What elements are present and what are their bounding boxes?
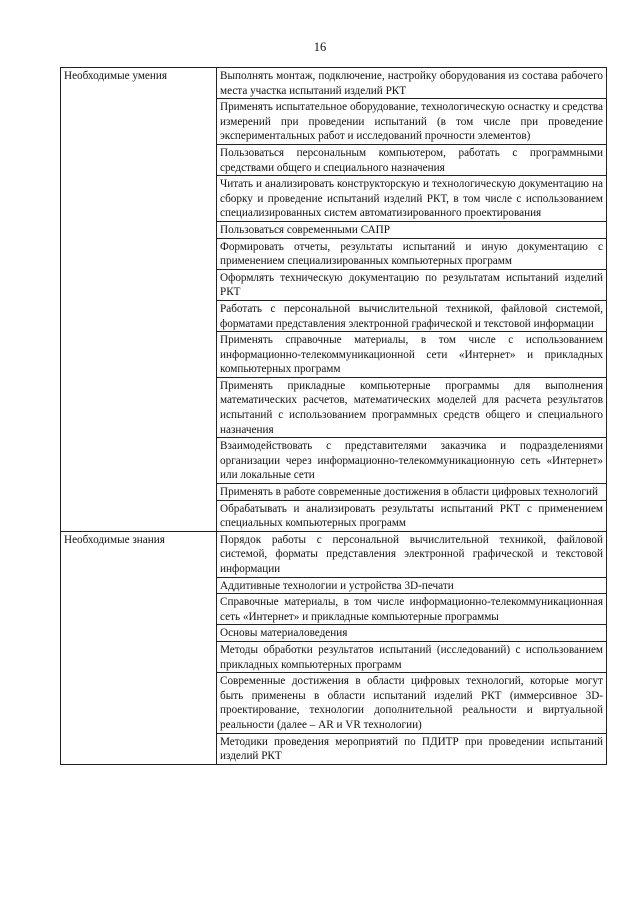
section-label: Необходимые умения — [61, 68, 217, 532]
requirement-item: Применять в работе современные достижения в области цифровых технологий — [217, 484, 607, 501]
requirement-item: Применять испытательное оборудование, технологическую оснастку и средства измерений при проведении испытаний (в том числе при проведение экспериментальных работ и исследований прочности элементов) — [217, 99, 607, 145]
requirement-item: Работать с персональной вычислительной техникой, файловой системой, форматами представления электронной графической и текстовой информации — [217, 300, 607, 331]
requirement-item: Читать и анализировать конструкторскую и технологическую документацию на сборку и проведение испытаний изделий РКТ, в том числе с использованием специализированных систем автоматизированного проектирования — [217, 176, 607, 222]
requirement-item: Пользоваться персональным компьютером, работать с программными средствами общего и специального назначения — [217, 144, 607, 175]
requirement-item: Взаимодействовать с представителями заказчика и подразделениями организации через информационно-телекоммуникационную сеть «Интернет» или локальные сети — [217, 438, 607, 484]
requirement-item: Оформлять техническую документацию по результатам испытаний изделий РКТ — [217, 269, 607, 300]
page-number: 16 — [313, 40, 327, 54]
requirements-table — [60, 67, 607, 765]
requirement-item: Пользоваться современными САПР — [217, 221, 607, 238]
section-label: Необходимые знания — [61, 531, 217, 764]
requirement-item: Методы обработки результатов испытаний (исследований) с использованием прикладных компьютерных программ — [217, 641, 607, 672]
requirement-item: Аддитивные технологии и устройства 3D-печати — [217, 577, 607, 594]
requirement-item: Формировать отчеты, результаты испытаний и иную документацию с применением специализированных компьютерных программ — [217, 238, 607, 269]
requirement-item: Справочные материалы, в том числе информационно-телекоммуникационная сеть «Интернет» и прикладные компьютерные программы — [217, 594, 607, 625]
requirement-item: Применять справочные материалы, в том числе с использованием информационно-телекоммуникационной сети «Интернет» и прикладных компьютерных программ — [217, 332, 607, 378]
requirement-item: Современные достижения в области цифровых технологий, которые могут быть применены в области испытаний изделий РКТ (иммерсивное 3D-проектирование, технологии дополнительной реальности и виртуальной реальности (далее – AR и VR технологии) — [217, 673, 607, 733]
requirement-item: Основы материаловедения — [217, 625, 607, 642]
requirement-item: Применять прикладные компьютерные программы для выполнения математических расчетов, математических моделей для расчета результатов испытаний с использованием программных средств общего и специального назначения — [217, 377, 607, 437]
requirement-item: Выполнять монтаж, подключение, настройку оборудования из состава рабочего места участка испытаний изделий РКТ — [217, 68, 607, 99]
table-row — [61, 531, 607, 577]
requirement-item: Обрабатывать и анализировать результаты испытаний РКТ с применением специальных компьютерных программ — [217, 500, 607, 531]
requirements-table-body — [61, 68, 607, 765]
requirement-item: Порядок работы с персональной вычислительной техникой, файловой системой, форматы представления электронной графической и текстовой информации — [217, 531, 607, 577]
requirement-item: Методики проведения мероприятий по ПДИТР при проведении испытаний изделий РКТ — [217, 733, 607, 764]
table-row — [61, 68, 607, 99]
